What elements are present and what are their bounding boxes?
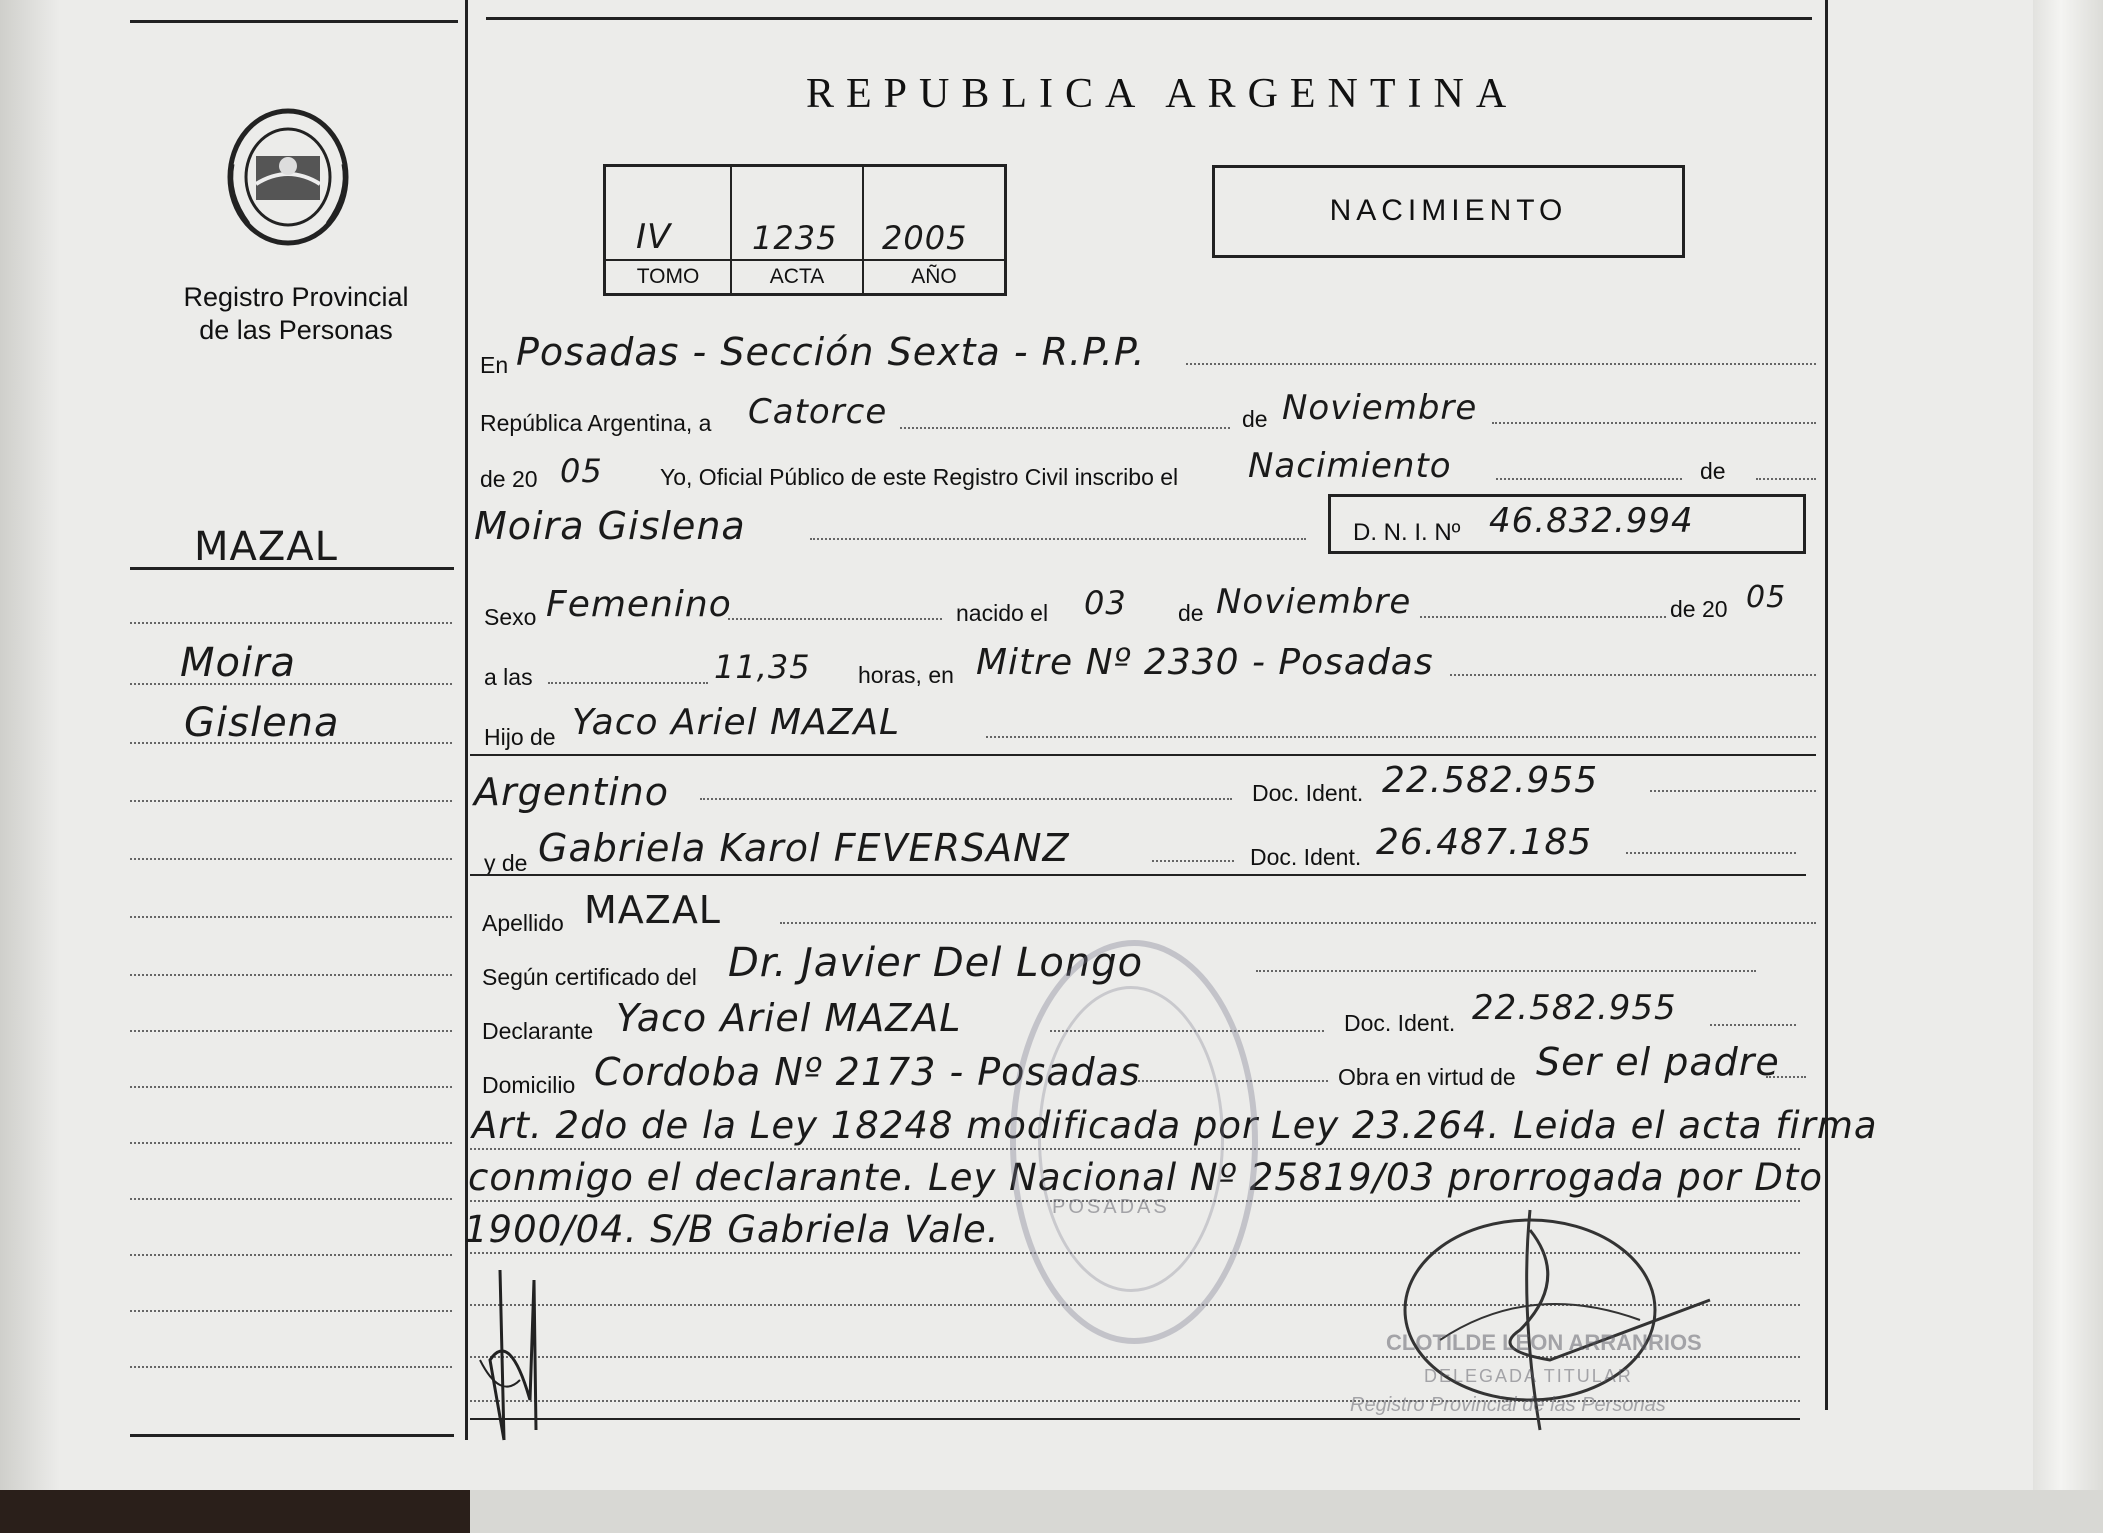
domicilio-value: Cordoba Nº 2173 - Posadas — [594, 1050, 1141, 1094]
nacido-label: nacido el — [956, 600, 1049, 626]
sexo-label: Sexo — [484, 604, 537, 630]
declarante-doc: 22.582.955 — [1472, 988, 1677, 1028]
top-rule-left — [130, 20, 458, 23]
acto-value: Nacimiento — [1248, 446, 1452, 486]
dni-label: D. N. I. Nº — [1353, 519, 1461, 546]
acta-value: 1235 — [752, 219, 838, 257]
official-office: Registro Provincial de las Personas — [1350, 1394, 1666, 1416]
republica-label: República Argentina, a — [480, 410, 712, 436]
province-seal-icon — [222, 104, 354, 250]
tomo-value: IV — [636, 217, 672, 257]
binding-shadow — [0, 0, 60, 1490]
obra-label: Obra en virtud de — [1338, 1064, 1516, 1090]
texto-line-1: Art. 2do de la Ley 18248 modificada por Ley 23.264. Leida el acta firma — [472, 1104, 1878, 1147]
yde-label: y de — [484, 850, 528, 876]
official-name: CLOTILDE LEON ARRANRIOS — [1386, 1330, 1702, 1355]
doc-label-1: Doc. Ident. — [1252, 780, 1364, 806]
dni-box — [1328, 494, 1806, 554]
de-label: de — [1242, 406, 1268, 432]
country-title: REPUBLICA ARGENTINA — [806, 71, 1519, 117]
acta-label: ACTA — [769, 265, 825, 288]
top-rule-right — [486, 17, 1812, 20]
declarante-value: Yaco Ariel MAZAL — [616, 996, 962, 1040]
de20-label: de 20 — [480, 466, 538, 492]
texto-line-3: 1900/04. S/B Gabriela Vale. — [464, 1208, 1000, 1251]
margin-first-name: Moira — [180, 640, 297, 686]
right-border — [1825, 0, 1828, 1410]
dni-value: 46.832.994 — [1489, 501, 1694, 541]
registry-line-1: Registro Provincial — [183, 282, 409, 312]
domicilio-label: Domicilio — [482, 1072, 576, 1098]
tomo-label: TOMO — [636, 265, 700, 288]
place-value: Posadas - Sección Sexta - R.P.P. — [516, 330, 1146, 374]
doc-label-2: Doc. Ident. — [1250, 844, 1362, 870]
de20-label-2: de 20 — [1670, 596, 1728, 622]
hora-value: 11,35 — [714, 648, 811, 686]
book-page-underneath — [470, 1490, 2103, 1533]
en-label: En — [480, 352, 509, 378]
madre-doc: 26.487.185 — [1376, 822, 1593, 863]
round-stamp — [1010, 940, 1258, 1344]
year-value: 05 — [560, 452, 603, 490]
act-type: NACIMIENTO — [1329, 194, 1568, 227]
apellido-value: MAZAL — [584, 888, 721, 932]
anio-label: AÑO — [911, 265, 957, 288]
round-stamp-center: POSADAS — [1052, 1196, 1170, 1218]
anio-value: 2005 — [882, 219, 968, 257]
alas-label: a las — [484, 664, 533, 690]
yo-label: Yo, Oficial Público de este Registro Civil inscribo el — [660, 464, 1179, 490]
padre-nacionalidad: Argentino — [474, 770, 669, 814]
nacido-month: Noviembre — [1216, 582, 1412, 622]
page-edge — [2033, 0, 2103, 1500]
hijo-label: Hijo de — [484, 724, 556, 750]
registry-line-2: de las Personas — [199, 315, 393, 345]
doc-label-3: Doc. Ident. — [1344, 1010, 1456, 1036]
nacido-year: 05 — [1746, 580, 1787, 615]
de-label-2: de — [1178, 600, 1204, 626]
record-box — [603, 164, 1007, 296]
official-title: DELEGADA TITULAR — [1424, 1366, 1633, 1386]
child-name: Moira Gislena — [474, 504, 746, 548]
apellido-label: Apellido — [482, 910, 564, 936]
texto-line-2: conmigo el declarante. Ley Nacional Nº 25819/03 prorrogada por Dto — [468, 1156, 1824, 1199]
month-value: Noviembre — [1282, 388, 1478, 428]
left-signature — [470, 1240, 590, 1450]
madre-value: Gabriela Karol FEVERSANZ — [538, 826, 1070, 870]
segun-label: Según certificado del — [482, 964, 697, 990]
padre-value: Yaco Ariel MAZAL — [572, 702, 901, 743]
horas-label: horas, en — [858, 662, 954, 688]
obra-value: Ser el padre — [1536, 1040, 1780, 1084]
day-value: Catorce — [748, 392, 888, 432]
lugar-value: Mitre Nº 2330 - Posadas — [976, 642, 1434, 683]
de-end-label: de — [1700, 458, 1726, 484]
sexo-value: Femenino — [546, 584, 732, 625]
padre-doc: 22.582.955 — [1382, 760, 1599, 801]
segun-value: Dr. Javier Del Longo — [728, 940, 1144, 986]
act-type-box — [1212, 165, 1685, 258]
margin-second-name: Gislena — [184, 700, 340, 746]
nacido-day: 03 — [1084, 584, 1127, 622]
margin-surname: MAZAL — [194, 524, 338, 570]
declarante-label: Declarante — [482, 1018, 594, 1044]
